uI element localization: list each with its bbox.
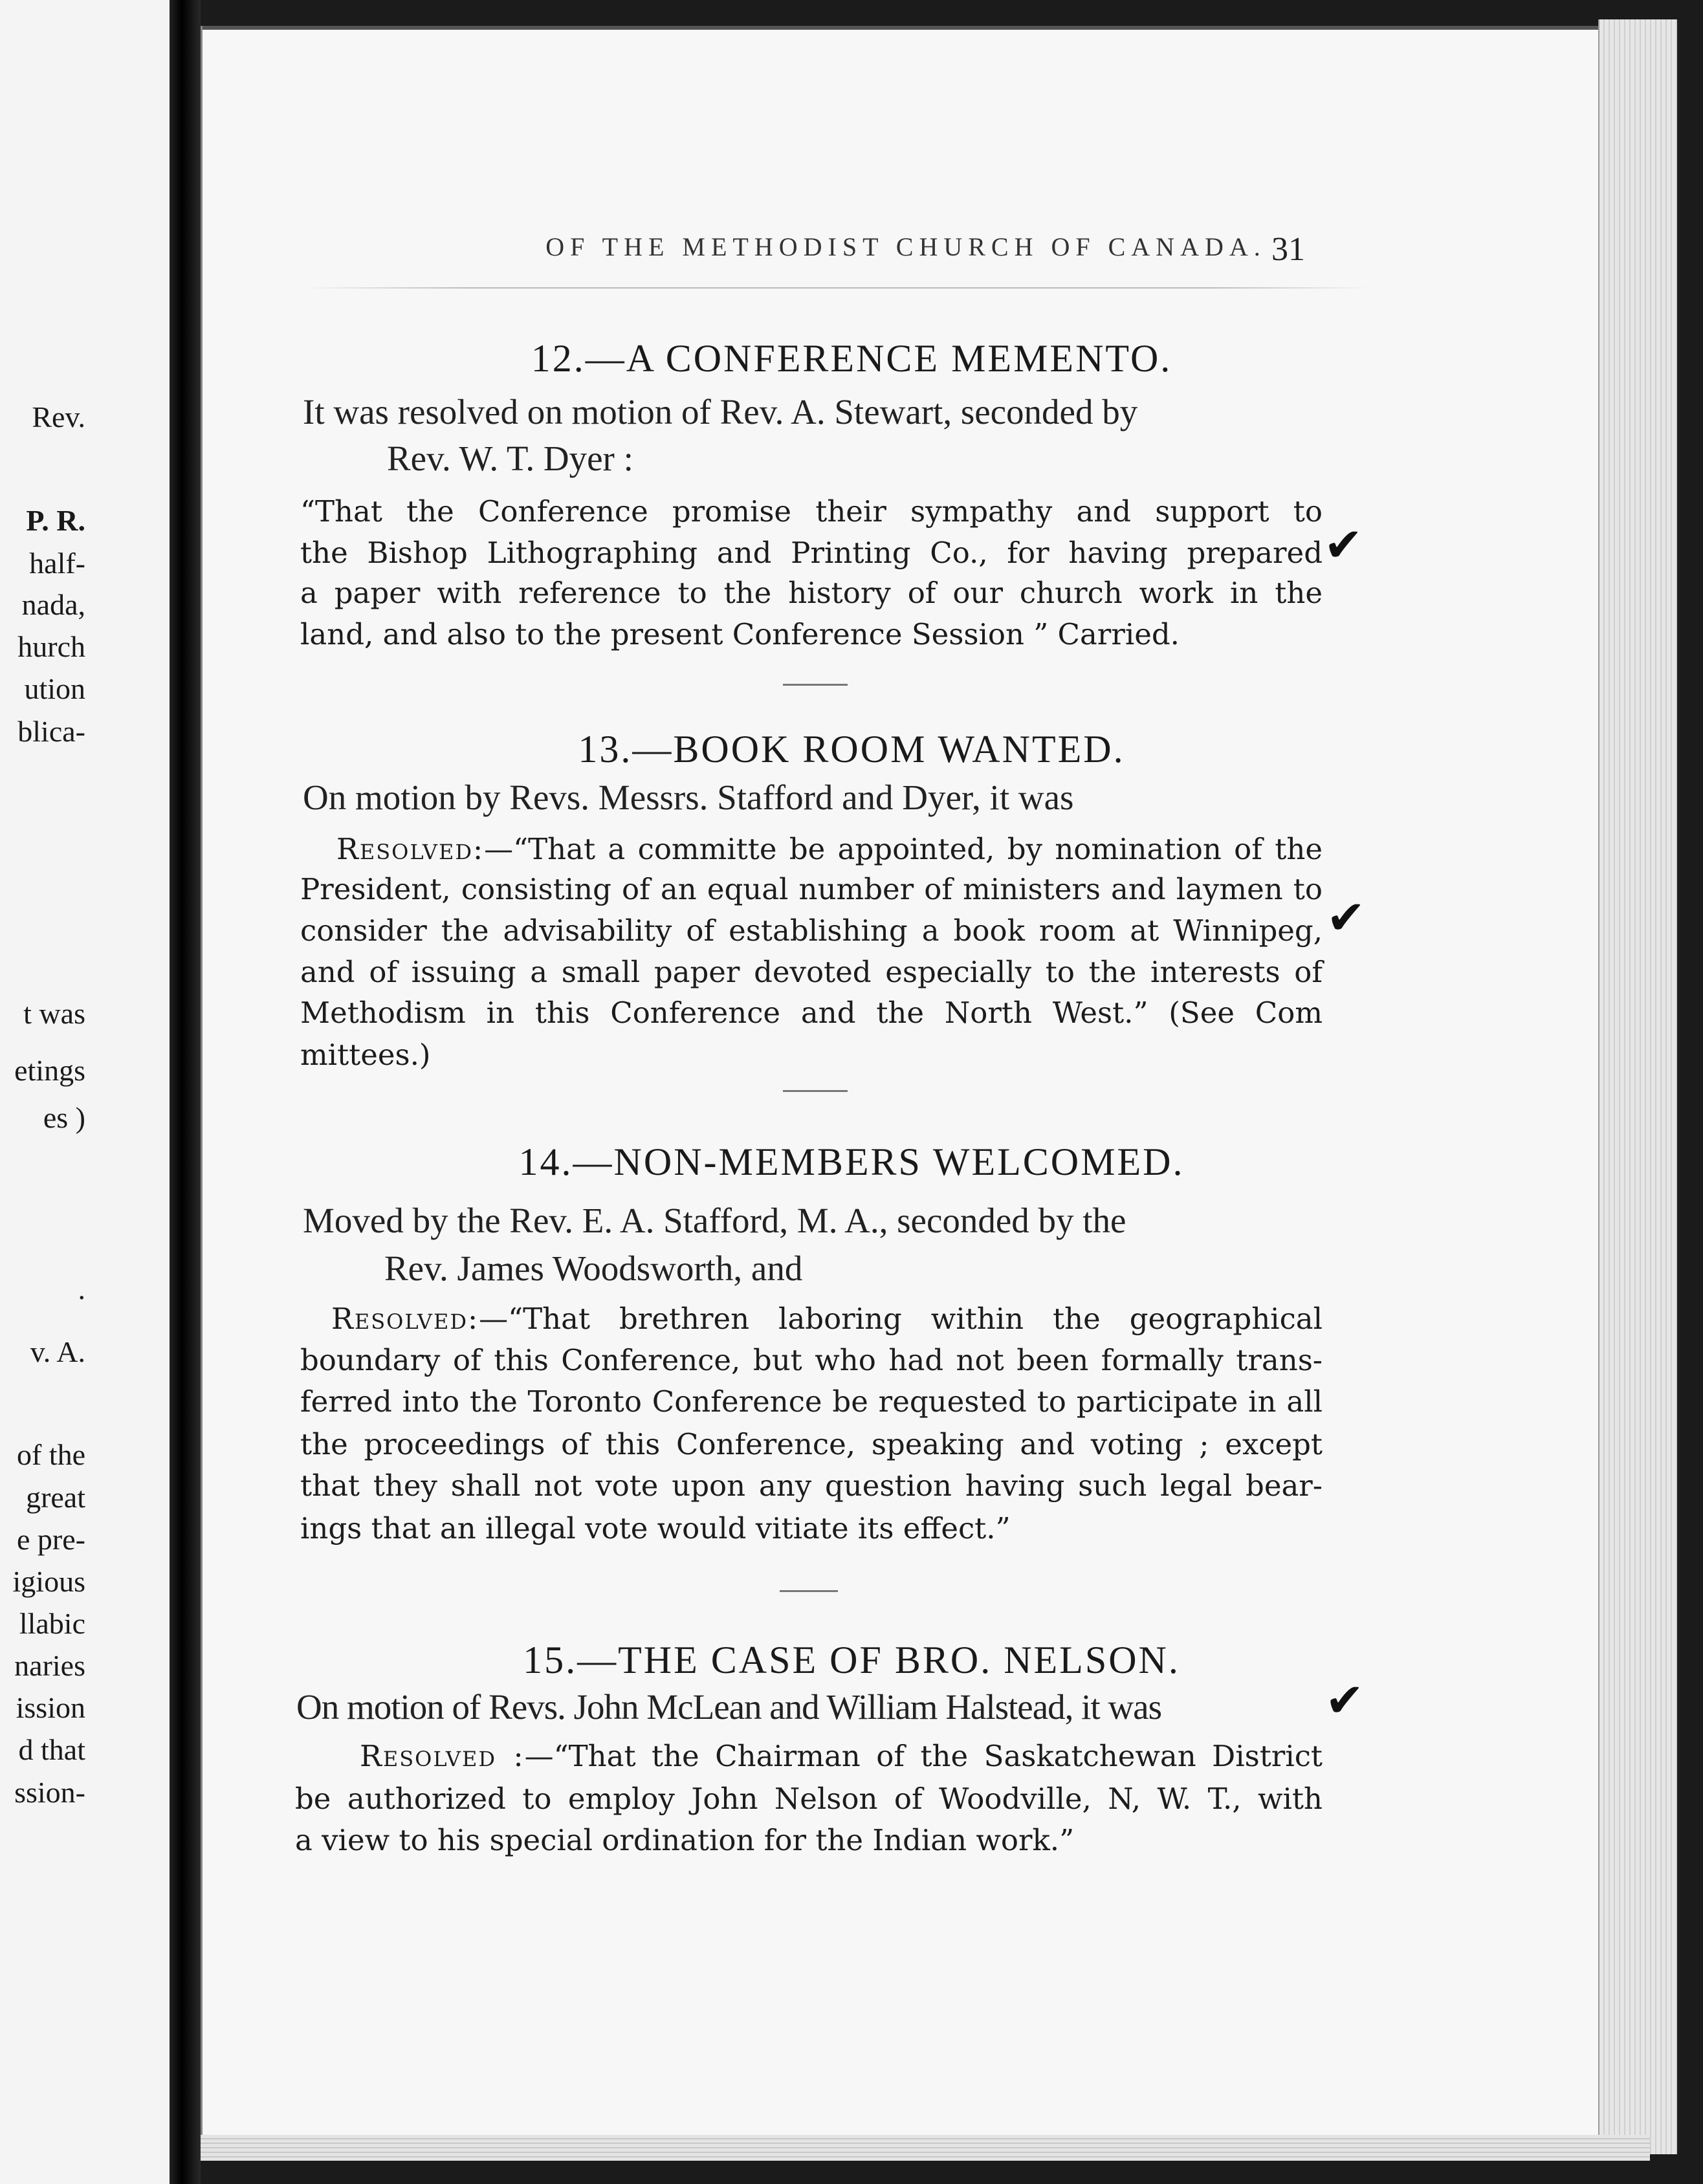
left-page-line: v. A. [30, 1335, 85, 1368]
left-page-line: d that [18, 1733, 85, 1766]
left-page-line: naries [14, 1649, 85, 1682]
section-intro-line: It was resolved on motion of Rev. A. Stewart, seconded by [303, 392, 1138, 431]
left-page-line: half- [29, 547, 85, 580]
resolution-line: that they shall not vote upon any question having such legal bear- [300, 1469, 1323, 1503]
resolution-line: President, consisting of an equal number of ministers and laymen to [300, 872, 1323, 906]
section-divider [783, 1090, 848, 1092]
section-divider [780, 1590, 838, 1592]
left-page-line: ution [24, 672, 85, 705]
resolution-line: a view to his special ordination for the Indian work.” [295, 1823, 1075, 1857]
resolution-line: the proceedings of this Conference, speaking and voting ; except [300, 1427, 1323, 1461]
left-page-line: etings [14, 1054, 85, 1087]
section-title: 14.—NON-MEMBERS WELCOMED. [518, 1141, 1185, 1183]
section-intro-line: On motion by Revs. Messrs. Stafford and Dyer, it was [303, 778, 1074, 817]
checkmark-icon: ✔ [1325, 1673, 1365, 1727]
left-page-line: t was [23, 997, 85, 1030]
page-number: 31 [1271, 231, 1305, 268]
resolution-line: ferred into the Toronto Conference be requested to participate in all [300, 1384, 1323, 1419]
resolution-text: —“That the Chairman of the Saskatchewan District [524, 1739, 1323, 1773]
left-page-line: hurch [17, 630, 85, 663]
left-page-line: ssion- [14, 1776, 85, 1809]
resolution-line: “That the Conference promise their sympathy and support to [300, 494, 1323, 529]
left-page-line: nada, [21, 588, 85, 621]
resolution-line [360, 1739, 1323, 1773]
section-divider [783, 684, 848, 686]
resolved-label: Resolved: [331, 1302, 479, 1336]
section-intro-line: Moved by the Rev. E. A. Stafford, M. A., seconded by the [303, 1201, 1126, 1240]
resolution-line: Methodism in this Conference and the North West.” (See Com [300, 996, 1323, 1030]
left-page-line: Rev. [32, 400, 85, 433]
resolution-line: ings that an illegal vote would vitiate its effect.” [300, 1511, 1011, 1545]
section-title: 12.—A CONFERENCE MEMENTO. [531, 337, 1172, 380]
checkmark-icon: ✔ [1324, 518, 1363, 572]
resolution-line: the Bishop Lithographing and Printing Co., for having prepared [300, 536, 1323, 570]
left-page-line: e pre- [17, 1523, 85, 1556]
resolution-line: be authorized to employ John Nelson of Woodville, N, W. T., with [295, 1782, 1323, 1816]
book-gutter [170, 0, 201, 2184]
resolved-label: Resolved : [360, 1739, 525, 1773]
resolution-text: —“That a committe be appointed, by nomination of the [484, 832, 1323, 866]
left-page-line: P. R. [26, 504, 85, 537]
section-intro-line: On motion of Revs. John McLean and William Halstead, it was [296, 1687, 1161, 1727]
running-head: OF THE METHODIST CHURCH OF CANADA. [545, 232, 1266, 261]
left-page-line: es ) [43, 1101, 85, 1134]
resolved-label: Resolved: [336, 832, 485, 866]
section-title: 15.—THE CASE OF BRO. NELSON. [523, 1639, 1180, 1681]
resolution-line [336, 832, 1323, 866]
left-page-line: great [26, 1481, 85, 1514]
checkmark-icon: ✔ [1326, 890, 1366, 945]
left-page-line: igious [12, 1565, 85, 1598]
left-page-line: llabic [19, 1607, 85, 1640]
left-page-fragment [0, 0, 170, 2184]
resolution-line: a paper with reference to the history of our church work in the [300, 576, 1323, 610]
left-page-line: of the [16, 1438, 85, 1471]
left-page-line: ission [16, 1691, 85, 1724]
section-intro-line: Rev. W. T. Dyer : [387, 439, 633, 478]
resolution-text: —“That brethren laboring within the geographical [479, 1302, 1323, 1336]
header-rule [304, 287, 1372, 289]
resolution-line: consider the advisability of establishing a book room at Winnipeg, [300, 913, 1323, 948]
resolution-line: boundary of this Conference, but who had not been formally trans- [300, 1343, 1323, 1377]
resolution-line: and of issuing a small paper devoted especially to the interests of [300, 955, 1323, 989]
section-title: 13.—BOOK ROOM WANTED. [578, 728, 1125, 770]
resolution-line: land, and also to the present Conference Session ” Carried. [300, 617, 1180, 651]
left-page-line: blica- [17, 715, 85, 748]
resolution-line: mittees.) [300, 1038, 431, 1072]
page-bottom-edge [201, 2135, 1650, 2161]
left-page-line: . [78, 1272, 85, 1305]
resolution-line [331, 1302, 1323, 1336]
section-intro-line: Rev. James Woodsworth, and [384, 1249, 803, 1288]
